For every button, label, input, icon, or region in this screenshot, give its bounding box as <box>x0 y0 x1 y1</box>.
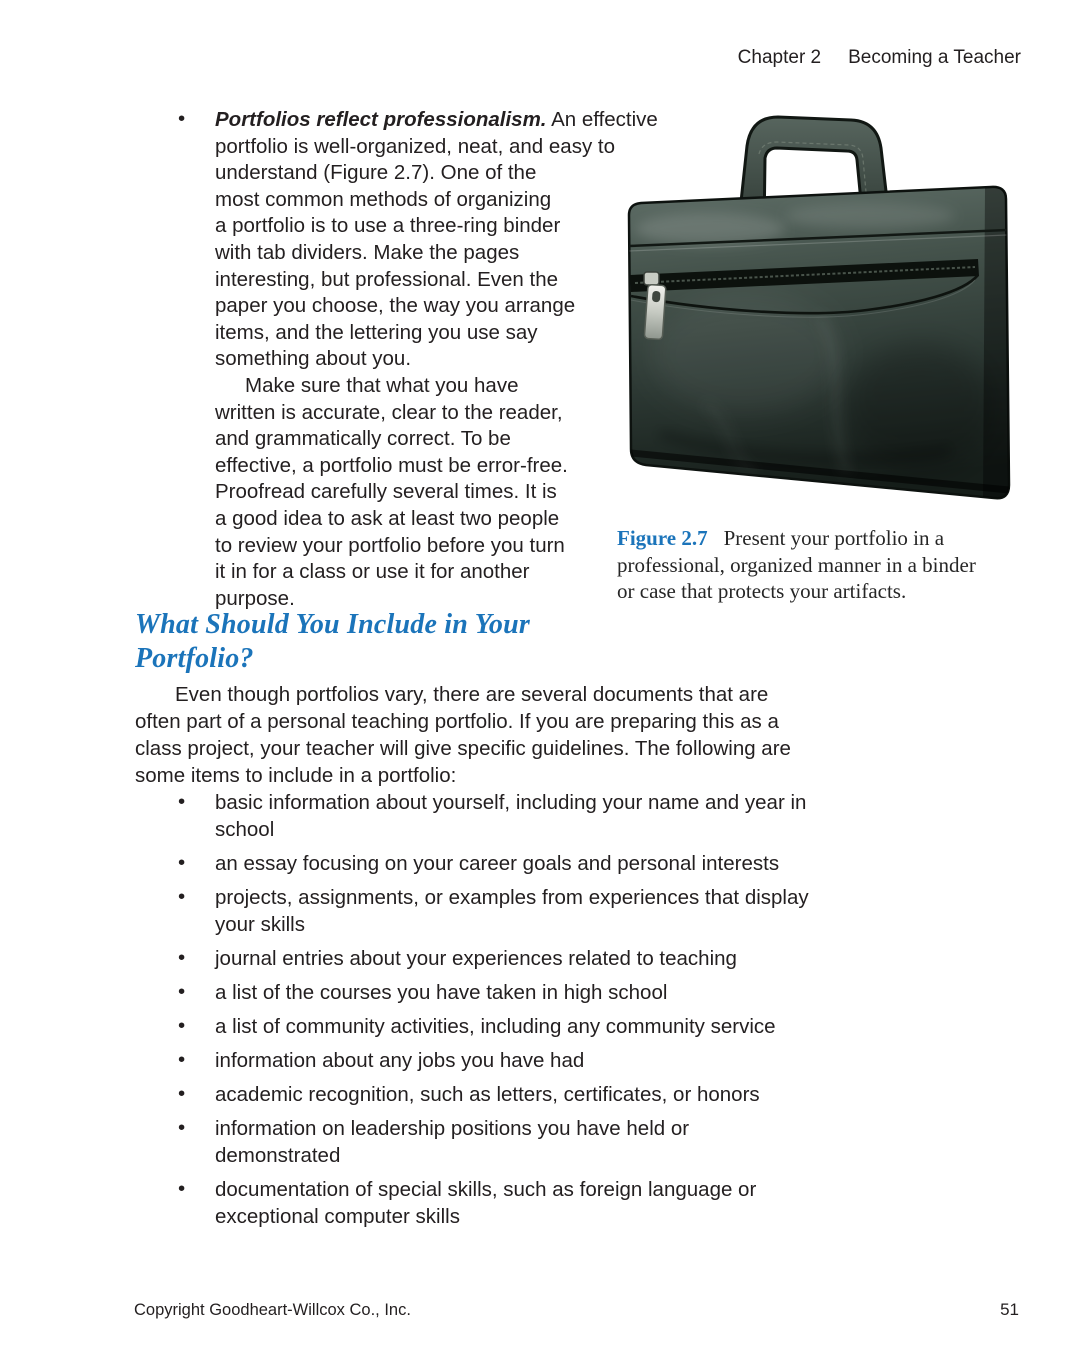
figure-caption <box>617 525 1037 605</box>
portfolio-lead-bold: Portfolios reflect professionalism. <box>215 108 547 131</box>
list-item <box>135 789 809 843</box>
portfolio-bullet-item <box>135 107 658 612</box>
list-item-text: academic recognition, such as letters, certificates, or honors <box>215 1083 760 1106</box>
section-heading: What Should You Include in Your Portfolio? <box>135 609 531 674</box>
list-item-text: information about any jobs you have had <box>215 1049 585 1072</box>
list-item <box>135 1047 809 1074</box>
bullet-marker: • <box>178 885 186 908</box>
copyright-notice: Copyright Goodheart-Willcox Co., Inc. <box>134 1301 411 1319</box>
portfolio-include-list <box>135 789 809 1237</box>
figure-label: Figure 2.7 <box>617 526 708 550</box>
list-item-text: an essay focusing on your career goals and personal interests <box>215 852 780 875</box>
portfolio-paragraph-block <box>135 107 658 612</box>
figure-caption-first-line <box>617 525 1037 552</box>
bullet-marker: • <box>178 980 186 1003</box>
list-item-text: a list of community activities, including any community service <box>215 1015 776 1038</box>
portfolio-paragraph-first-line <box>215 107 658 134</box>
list-item <box>135 1115 809 1169</box>
bullet-marker: • <box>178 790 186 813</box>
list-item-text: documentation of special skills, such as foreign language or exceptional computer skills <box>215 1178 757 1228</box>
list-item-text: projects, assignments, or examples from experiences that display your skills <box>215 886 809 936</box>
figure-caption-start: Present your portfolio in a <box>723 526 945 550</box>
page-number: 51 <box>1000 1300 1019 1319</box>
list-item <box>135 850 809 877</box>
list-item-text: basic information about yourself, including your name and year in school <box>215 791 807 841</box>
bullet-marker: • <box>178 107 186 130</box>
portfolio-paragraph-lines: portfolio is well-organized, neat, and easy to understand (Figure 2.7). One of the most common methods of organizing a portfolio is to use a three-ring binder with tab dividers. Make the pages interesting, but professional. Even the paper you choose, the way you arrange items, and the lettering you use say something about you. <box>215 134 615 371</box>
portfolio-lead-rest: An effective <box>551 108 658 131</box>
list-item <box>135 979 809 1006</box>
bullet-marker: • <box>178 1177 186 1200</box>
chapter-label: Chapter 2 <box>737 47 822 68</box>
list-item <box>135 884 809 938</box>
bullet-marker: • <box>178 1082 186 1105</box>
list-item-text: information on leadership positions you have held or demonstrated <box>215 1117 690 1167</box>
figure-2-7 <box>615 104 1045 605</box>
section-intro-paragraph: Even though portfolios vary, there are several documents that are often part of a personal teaching portfolio. If you are preparing this as a class project, your teacher will give specific guidelines. The following are some items to include in a portfolio: <box>135 683 791 787</box>
bullet-marker: • <box>178 851 186 874</box>
list-item <box>135 1013 809 1040</box>
bullet-marker: • <box>178 1116 186 1139</box>
list-item <box>135 1081 809 1108</box>
proofread-paragraph-lines: Make sure that what you have written is accurate, clear to the reader, and grammatically correct. To be effective, a portfolio must be error-free. Proofread carefully several times. It is a good idea to ask at least two people to review your portfolio before you turn it in for a class or use it for another purpose. <box>215 373 568 610</box>
book-title: Becoming a Teacher <box>848 47 1021 68</box>
bullet-marker: • <box>178 946 186 969</box>
figure-caption-rest: professional, organized manner in a binder or case that protects your artifacts. <box>617 552 976 603</box>
portfolio-briefcase-photo <box>615 104 1039 508</box>
list-item-text: journal entries about your experiences related to teaching <box>215 947 737 970</box>
page-header <box>738 47 1021 69</box>
list-item <box>135 1176 809 1230</box>
list-item <box>135 945 809 972</box>
list-item-text: a list of the courses you have taken in high school <box>215 981 668 1004</box>
bullet-marker: • <box>178 1014 186 1037</box>
bullet-marker: • <box>178 1048 186 1071</box>
